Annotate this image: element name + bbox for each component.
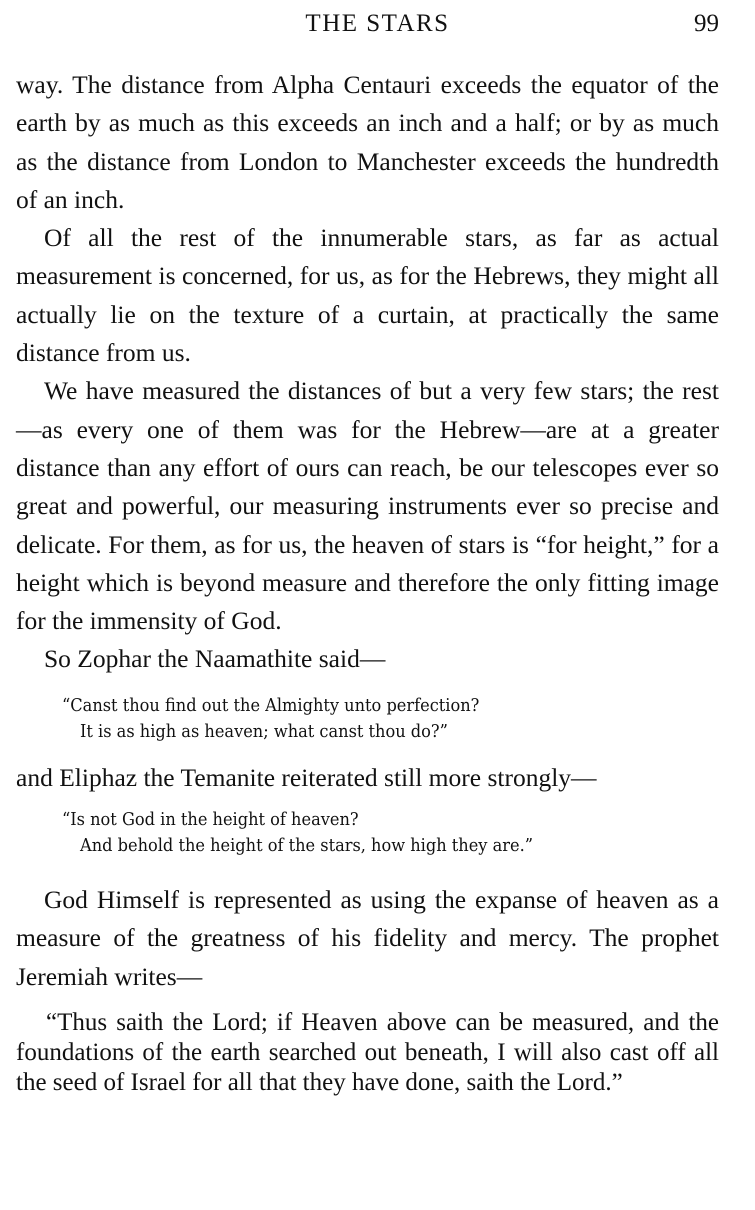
quote-line: “Canst thou find out the Almighty unto perfection? (62, 694, 480, 716)
paragraph-zophar: So Zophar the Naamathite said— (44, 644, 386, 674)
body-text (16, 66, 719, 1098)
quote-line: “Is not God in the height of heaven? (62, 809, 359, 831)
paragraph-eliphaz: and Eliphaz the Temanite reiterated still more strongly— (16, 762, 597, 792)
running-title: THE STARS (305, 10, 450, 37)
paragraph-measured-distances: We have measured the distances of but a very few stars; the rest—as every one of them was for the Hebrew—are at a greater distance than any effort of ours can reach, be our telescopes ever so great and powerful, our measuring instruments ever so precise and delicate. For them, as for us, the heaven of stars is “for height,” for a height which is beyond measure and therefore the only fitting image for the immensity of God. (16, 376, 719, 636)
quote-zophar (62, 693, 719, 745)
paragraph-god-himself: God Himself is represented as using the expanse of heaven as a measure of the greatness of his fidelity and mercy. The prophet Jeremiah writes— (16, 885, 719, 991)
page-number: 99 (694, 10, 719, 37)
quote-jeremiah: “Thus saith the Lord; if Heaven above can be measured, and the foundations of the earth searched out beneath, I will also cast off all the seed of Israel for all that they have done, saith the Lord.” (16, 1008, 719, 1096)
running-head (0, 6, 755, 42)
paragraph-innumerable-stars: Of all the rest of the innumerable stars, as far as actual measurement is concerned, for us, as for the Hebrews, they might all actually lie on the texture of a curtain, at practically the same distance from us. (16, 223, 719, 368)
quote-line: It is as high as heaven; what canst thou do?” (80, 720, 448, 742)
quote-eliphaz (62, 807, 719, 859)
quote-line: And behold the height of the stars, how high they are.” (80, 835, 533, 857)
paragraph-continuation: way. The distance from Alpha Centauri exceeds the equator of the earth by as much as this exceeds an inch and a half; or by as much as the distance from London to Manchester exceeds the hundredth of an inch. (16, 70, 719, 214)
